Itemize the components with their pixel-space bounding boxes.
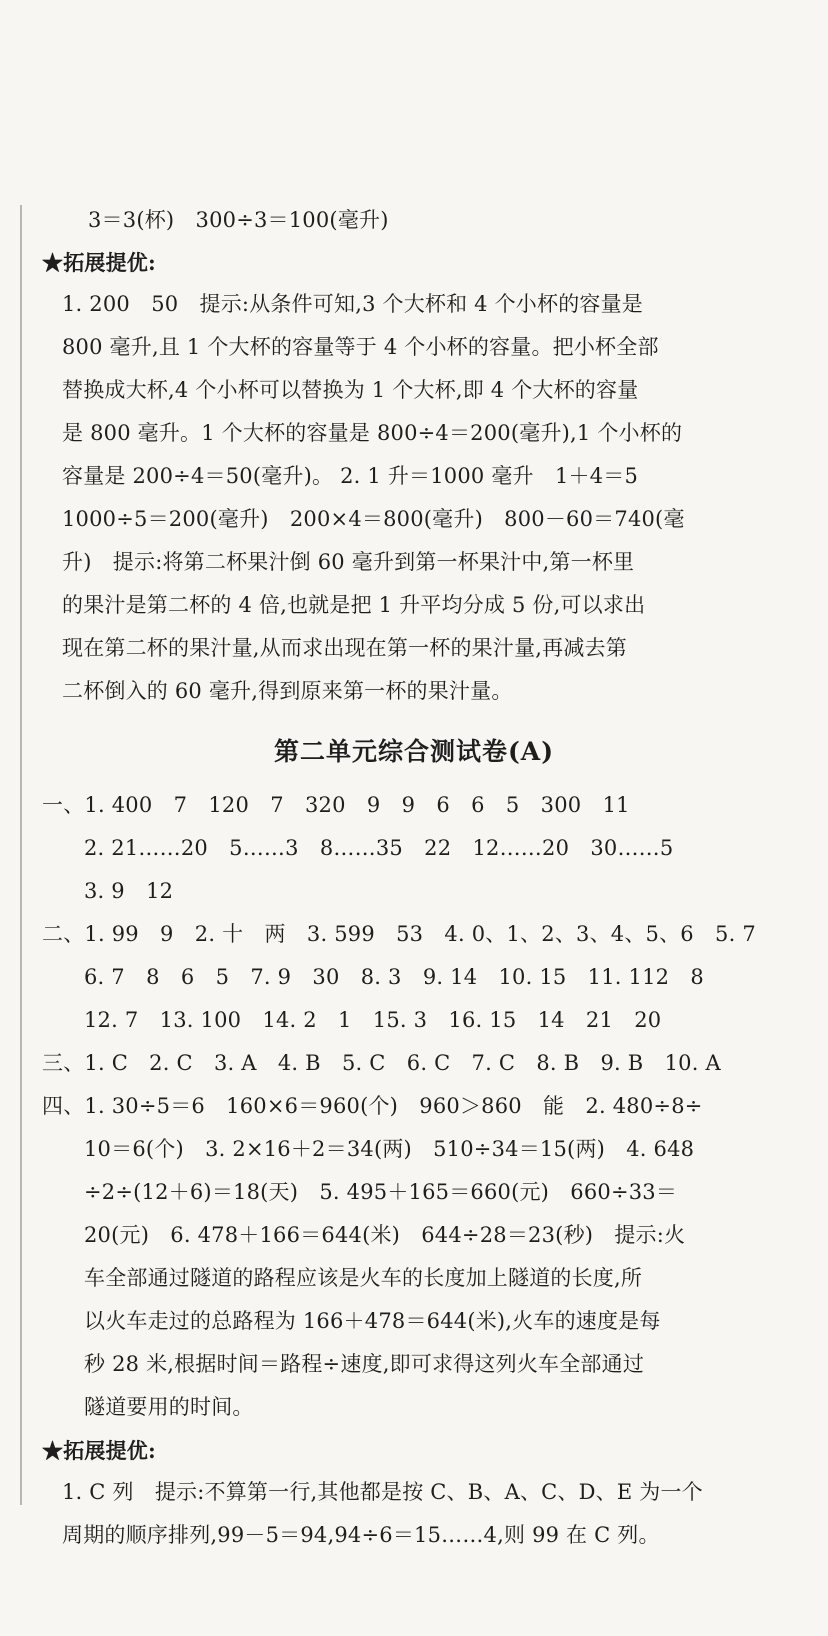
text-line: 升) 提示:将第二杯果汁倒 60 毫升到第一杯果汁中,第一杯里 [62, 550, 635, 574]
text-line: 隧道要用的时间。 [84, 1395, 254, 1419]
text-line: 容量是 200÷4＝50(毫升)。 2. 1 升＝1000 毫升 1＋4＝5 [62, 464, 639, 488]
section-heading: ★拓展提优: [42, 1438, 156, 1463]
text-line: 秒 28 米,根据时间＝路程÷速度,即可求得这列火车全部通过 [84, 1352, 645, 1376]
text-line: 替换成大杯,4 个小杯可以替换为 1 个大杯,即 4 个大杯的容量 [62, 378, 639, 402]
text-line: 3＝3(杯) 300÷3＝100(毫升) [88, 208, 389, 232]
text-line: 1. C 列 提示:不算第一行,其他都是按 C、B、A、C、D、E 为一个 [62, 1480, 703, 1504]
section-heading: ★拓展提优: [42, 250, 156, 275]
text-line: 12. 7 13. 100 14. 2 1 15. 3 16. 15 14 21 20 [84, 1008, 662, 1032]
text-line: 现在第二杯的果汁量,从而求出现在第一杯的果汁量,再减去第 [62, 636, 627, 660]
text-line: 车全部通过隧道的路程应该是火车的长度加上隧道的长度,所 [84, 1266, 643, 1290]
section-title: 第二单元综合测试卷(A) [273, 737, 555, 766]
text-line: 四、1. 30÷5＝6 160×6＝960(个) 960＞860 能 2. 480÷8÷ [42, 1094, 703, 1118]
text-line: 20(元) 6. 478＋166＝644(米) 644÷28＝23(秒) 提示:火 [84, 1223, 686, 1247]
margin-rule [20, 205, 22, 1505]
text-line: 二杯倒入的 60 毫升,得到原来第一杯的果汁量。 [62, 679, 513, 703]
text-line: 1. 200 50 提示:从条件可知,3 个大杯和 4 个小杯的容量是 [62, 292, 644, 316]
text-line: 2. 21……20 5……3 8……35 22 12……20 30……5 [84, 836, 674, 860]
text-line: 3. 9 12 [84, 879, 174, 903]
text-line: 的果汁是第二杯的 4 倍,也就是把 1 升平均分成 5 份,可以求出 [62, 593, 646, 617]
text-line: 周期的顺序排列,99－5＝94,94÷6＝15……4,则 99 在 C 列。 [62, 1523, 660, 1547]
text-line: 二、1. 99 9 2. 十 两 3. 599 53 4. 0、1、2、3、4、5、6 5. 7 [42, 922, 756, 946]
text-line: 800 毫升,且 1 个大杯的容量等于 4 个小杯的容量。把小杯全部 [62, 335, 659, 359]
text-line: 1000÷5＝200(毫升) 200×4＝800(毫升) 800－60＝740(毫 [62, 507, 685, 531]
text-line: 三、1. C 2. C 3. A 4. B 5. C 6. C 7. C 8. B 9. B 10. A [42, 1051, 721, 1075]
text-line: 6. 7 8 6 5 7. 9 30 8. 3 9. 14 10. 15 11. 112 8 [84, 965, 704, 989]
text-line: 10＝6(个) 3. 2×16＋2＝34(两) 510÷34＝15(两) 4. 648 [84, 1137, 695, 1161]
text-line: 以火车走过的总路程为 166＋478＝644(米),火车的速度是每 [84, 1309, 661, 1333]
text-line: ÷2÷(12＋6)＝18(天) 5. 495＋165＝660(元) 660÷33＝ [84, 1180, 678, 1204]
text-line: 是 800 毫升。1 个大杯的容量是 800÷4＝200(毫升),1 个小杯的 [62, 421, 683, 445]
text-line: 一、1. 400 7 120 7 320 9 9 6 6 5 300 11 [42, 793, 630, 817]
